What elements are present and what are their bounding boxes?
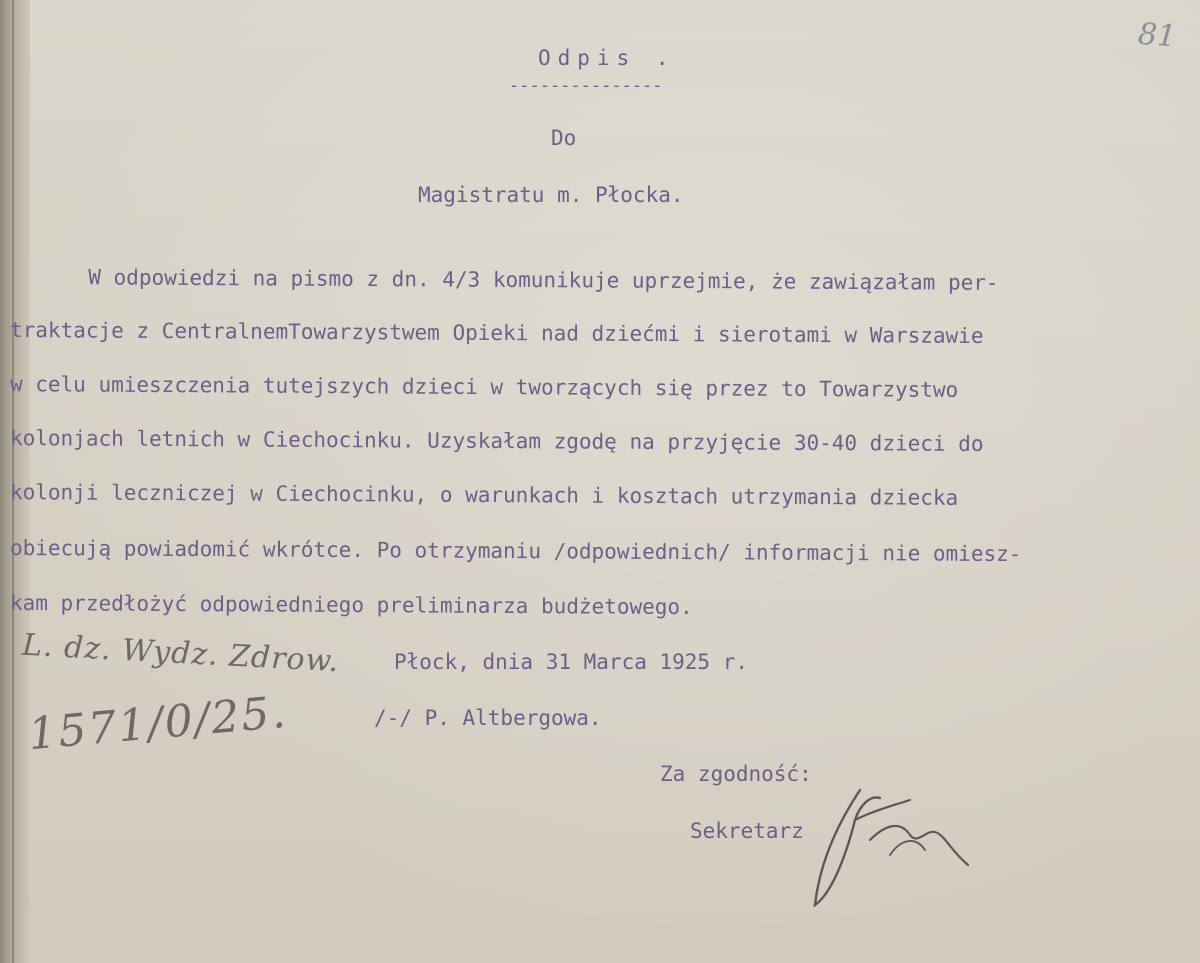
body-line-3: w celu umieszczenia tutejszych dzieci w tworzących się przez to Towarzystwo (9, 372, 959, 402)
body-line-7: kam przedłożyć odpowiedniego preliminarza budżetowego. (9, 590, 693, 620)
body-line-5: kolonji leczniczej w Ciechocinku, o warunkach i kosztach utrzymania dziecka (9, 480, 959, 510)
certification-label: Za zgodność: (660, 762, 812, 786)
signed-by: /-/ P. Altbergowa. (374, 706, 602, 730)
certification-role: Sekretarz (690, 819, 804, 843)
handwritten-note-registry: L. dz. Wydz. Zdrow. (21, 627, 341, 680)
recipient-line-magistrat: Magistratu m. Płocka. (418, 183, 684, 207)
folio-number: 81 (1136, 16, 1178, 55)
place-date: Płock, dnia 31 Marca 1925 r. (394, 650, 749, 674)
recipient-line-do: Do (551, 126, 577, 150)
handwritten-note-number: 1571/0/25. (26, 686, 290, 761)
body-line-4: kolonjach letnich w Ciechocinku. Uzyskałam zgodę na przyjęcie 30-40 dzieci do (9, 426, 984, 456)
body-line-1: W odpowiedzi na pismo z dn. 4/3 komunikuje uprzejmie, że zawiązałam per- (62, 265, 999, 295)
document-title: Odpis . (538, 46, 676, 70)
body-line-6: obiecują powiadomić wkrótce. Po otrzymaniu /odpowiednich/ informacji nie omiesz- (9, 535, 1022, 567)
body-line-2: traktacje z CentralnemTowarzystwem Opieki nad dziećmi i sierotami w Warszawie (9, 318, 984, 348)
title-underline: --------------- (509, 76, 663, 96)
signature-mark (800, 780, 980, 920)
